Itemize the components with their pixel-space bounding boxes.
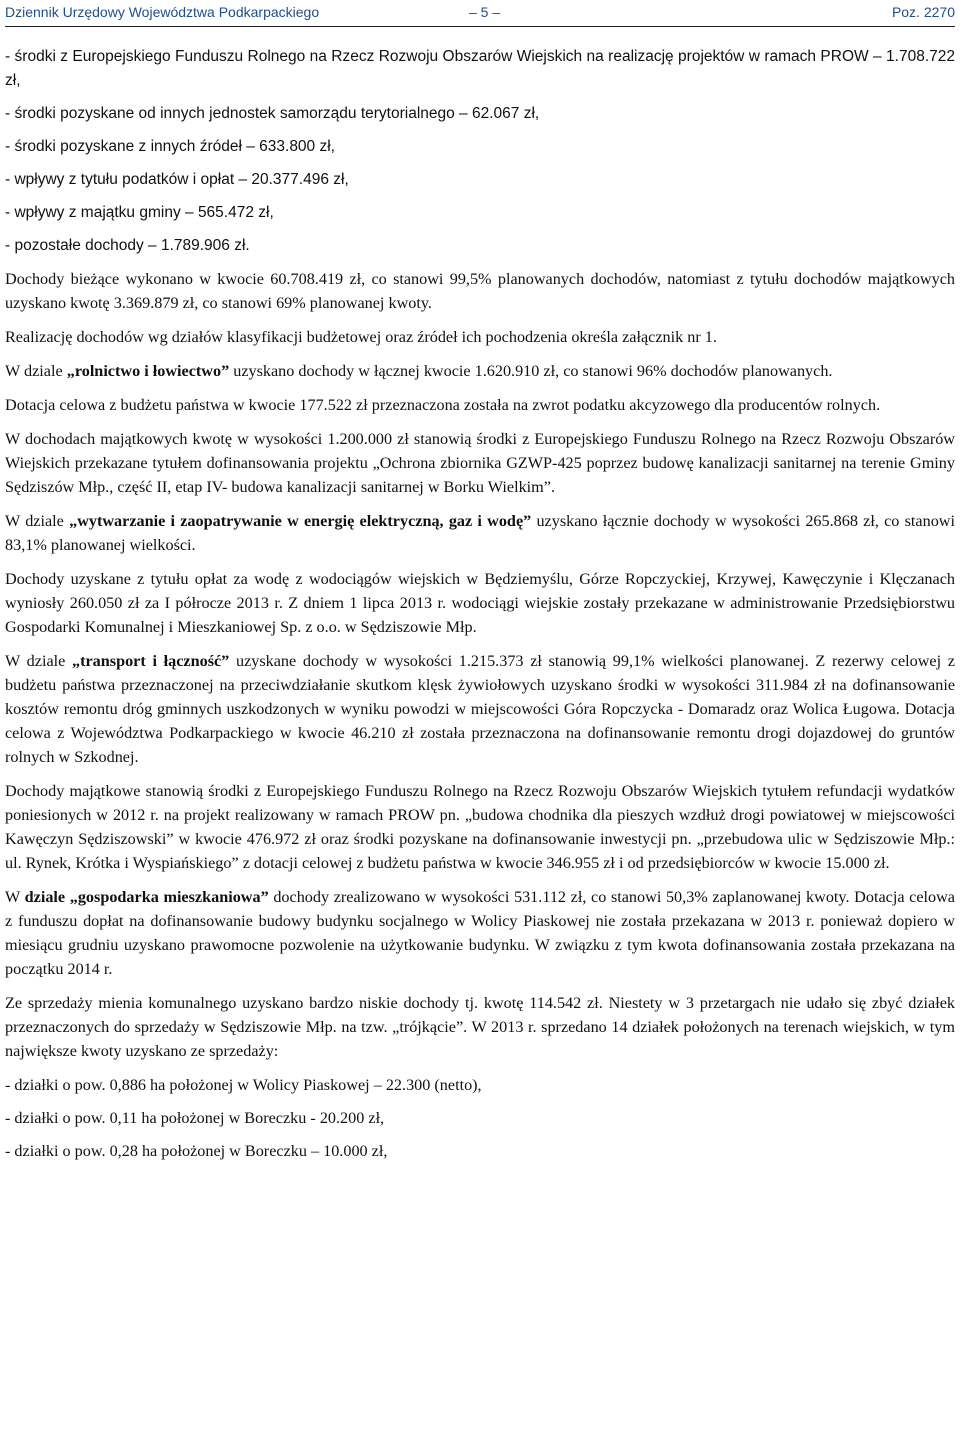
list-item: - działki o pow. 0,28 ha położonej w Boreczku – 10.000 zł, (5, 1142, 388, 1160)
page-header (5, 0, 955, 27)
paragraph-capital-income: W dochodach majątkowych kwotę w wysokości 1.200.000 zł stanowią środki z Europejskiego Funduszu Rolnego na Rzecz Rozwoju Obszarów Wiejskich przekazane tytułem dofinansowania projektu „Ochrona zbiornika GZWP-425 poprzez budowę kanalizacji sanitarnej na terenie Gminy Sędziszów Młp., część II, etap IV- budowa kanalizacji sanitarnej w Borku Wielkim”. (5, 430, 955, 496)
list-item: - działki o pow. 0,886 ha położonej w Wolicy Piaskowej – 22.300 (netto), (5, 1076, 482, 1094)
position-number: Poz. 2270 (891, 4, 955, 20)
document-page (5, 0, 955, 1172)
paragraph-eafrd: Dochody majątkowe stanowią środki z Europejskiego Funduszu Rolnego na Rzecz Rozwoju Obszarów Wiejskich tytułem refundacji wydatków poniesionych w 2012 r. na projekt realizowany w ramach PROW pn. „budowa chodnika dla pieszych wzdłuż drogi powiatowej w miejscowości Kawęczyn Sędziszowski” w kwocie 476.972 zł oraz środki pozyskane na dofinansowanie inwestycji pn. „przebudowa ulic w Sędziszowie Młp.: ul. Rynek, Krótka i Wyspiańskiego” z dotacji celowej z budżetu państwa w kwocie 346.955 zł i od przedsiębiorców w kwocie 15.000 zł. (5, 782, 955, 872)
document-body (5, 27, 955, 1163)
page-number: – 5 – (469, 4, 501, 20)
section-name-housing: dziale „gospodarka mieszkaniowa” (24, 888, 269, 906)
section-name-energy: „wytwarzanie i zaopatrywanie w energię elektryczną, gaz i wodę” (69, 512, 532, 530)
list-item: - działki o pow. 0,11 ha położonej w Boreczku - 20.200 zł, (5, 1109, 385, 1127)
paragraph-property-sale: Ze sprzedaży mienia komunalnego uzyskano bardzo niskie dochody tj. kwotę 114.542 zł. Niestety w 3 przetargach nie udało się zbyć działek przeznaczonych do sprzedaży w Sędziszowie Młp. na tzw. „trójkącie”. W 2013 r. sprzedano 14 działek położonych na terenach wiejskich, w tym największe kwoty uzyskano ze sprzedaży: (5, 994, 955, 1060)
paragraph-current-income: Dochody bieżące wykonano w kwocie 60.708.419 zł, co stanowi 99,5% planowanych dochodów, natomiast z tytułu dochodów majątkowych uzyskano kwotę 3.369.879 zł, co stanowi 69% planowanej kwoty. (5, 270, 955, 312)
list-item: - środki pozyskane od innych jednostek samorządu terytorialnego – 62.067 zł, (5, 105, 540, 122)
section-name-agriculture: „rolnictwo i łowiectwo” (66, 362, 230, 380)
paragraph-transport: W dziale „transport i łączność” uzyskane dochody w wysokości 1.215.373 zł stanowią 99,1% wielkości planowanej. Z rezerwy celowej z budżetu państwa przeznaczonej na przeciwdziałanie skutkom klęsk żywiołowych uzyskano środki w wysokości 311.984 zł na dofinansowanie kosztów remontu dróg gminnych uszkodzonych w wyniku powodzi w miejscowości Góra Ropczycka - Domaradz oraz Wolica Ługowa. Dotacja celowa z Województwa Podkarpackiego w kwocie 46.210 zł została przeznaczona na dofinansowanie remontu drogi dojazdowej do gruntów rolnych w Szkodnej. (5, 652, 955, 766)
section-name-transport: „transport i łączność” (72, 652, 230, 670)
list-item: - środki z Europejskiego Funduszu Rolnego na Rzecz Rozwoju Obszarów Wiejskich na realizację projektów w ramach PROW – 1.708.722 zł, (5, 48, 955, 89)
list-item: - środki pozyskane z innych źródeł – 633.800 zł, (5, 138, 335, 155)
paragraph-energy: W dziale „wytwarzanie i zaopatrywanie w energię elektryczną, gaz i wodę” uzyskano łącznie dochody w wysokości 265.868 zł, co stanowi 83,1% planowanej wielkości. (5, 512, 955, 554)
list-item: - wpływy z tytułu podatków i opłat – 20.377.496 zł, (5, 171, 349, 188)
list-item: - pozostałe dochody – 1.789.906 zł. (5, 237, 250, 254)
paragraph-realization: Realizację dochodów wg działów klasyfikacji budżetowej oraz źródeł ich pochodzenia określa załącznik nr 1. (5, 328, 717, 346)
paragraph-targeted-subsidy: Dotacja celowa z budżetu państwa w kwocie 177.522 zł przeznaczona została na zwrot podatku akcyzowego dla producentów rolnych. (5, 396, 881, 414)
paragraph-agriculture: W dziale „rolnictwo i łowiectwo” uzyskano dochody w łącznej kwocie 1.620.910 zł, co stanowi 96% dochodów planowanych. (5, 362, 833, 380)
paragraph-housing: W dziale „gospodarka mieszkaniowa” dochody zrealizowano w wysokości 531.112 zł, co stanowi 50,3% zaplanowanej kwoty. Dotacja celowa z funduszu dopłat na dofinansowanie budowy budynku socjalnego w Wolicy Piaskowej nie została przekazana w 2013 r. ponieważ dopiero w miesiącu grudniu uzyskano prawomocne pozwolenie na użytkowanie budynku. W związku z tym kwota dofinansowania została przekazana na początku 2014 r. (5, 888, 955, 978)
paragraph-water: Dochody uzyskane z tytułu opłat za wodę z wodociągów wiejskich w Będziemyślu, Górze Ropczyckiej, Krzywej, Kawęczynie i Klęczanach wyniosły 260.050 zł za I półrocze 2013 r. Z dniem 1 lipca 2013 r. wodociągi wiejskie zostały przekazane w administrowanie Przedsiębiorstwu Gospodarki Komunalnej i Mieszkaniowej Sp. z o.o. w Sędziszowie Młp. (5, 570, 955, 636)
journal-title: Dziennik Urzędowy Województwa Podkarpackiego (5, 4, 320, 20)
list-item: - wpływy z majątku gminy – 565.472 zł, (5, 204, 274, 221)
